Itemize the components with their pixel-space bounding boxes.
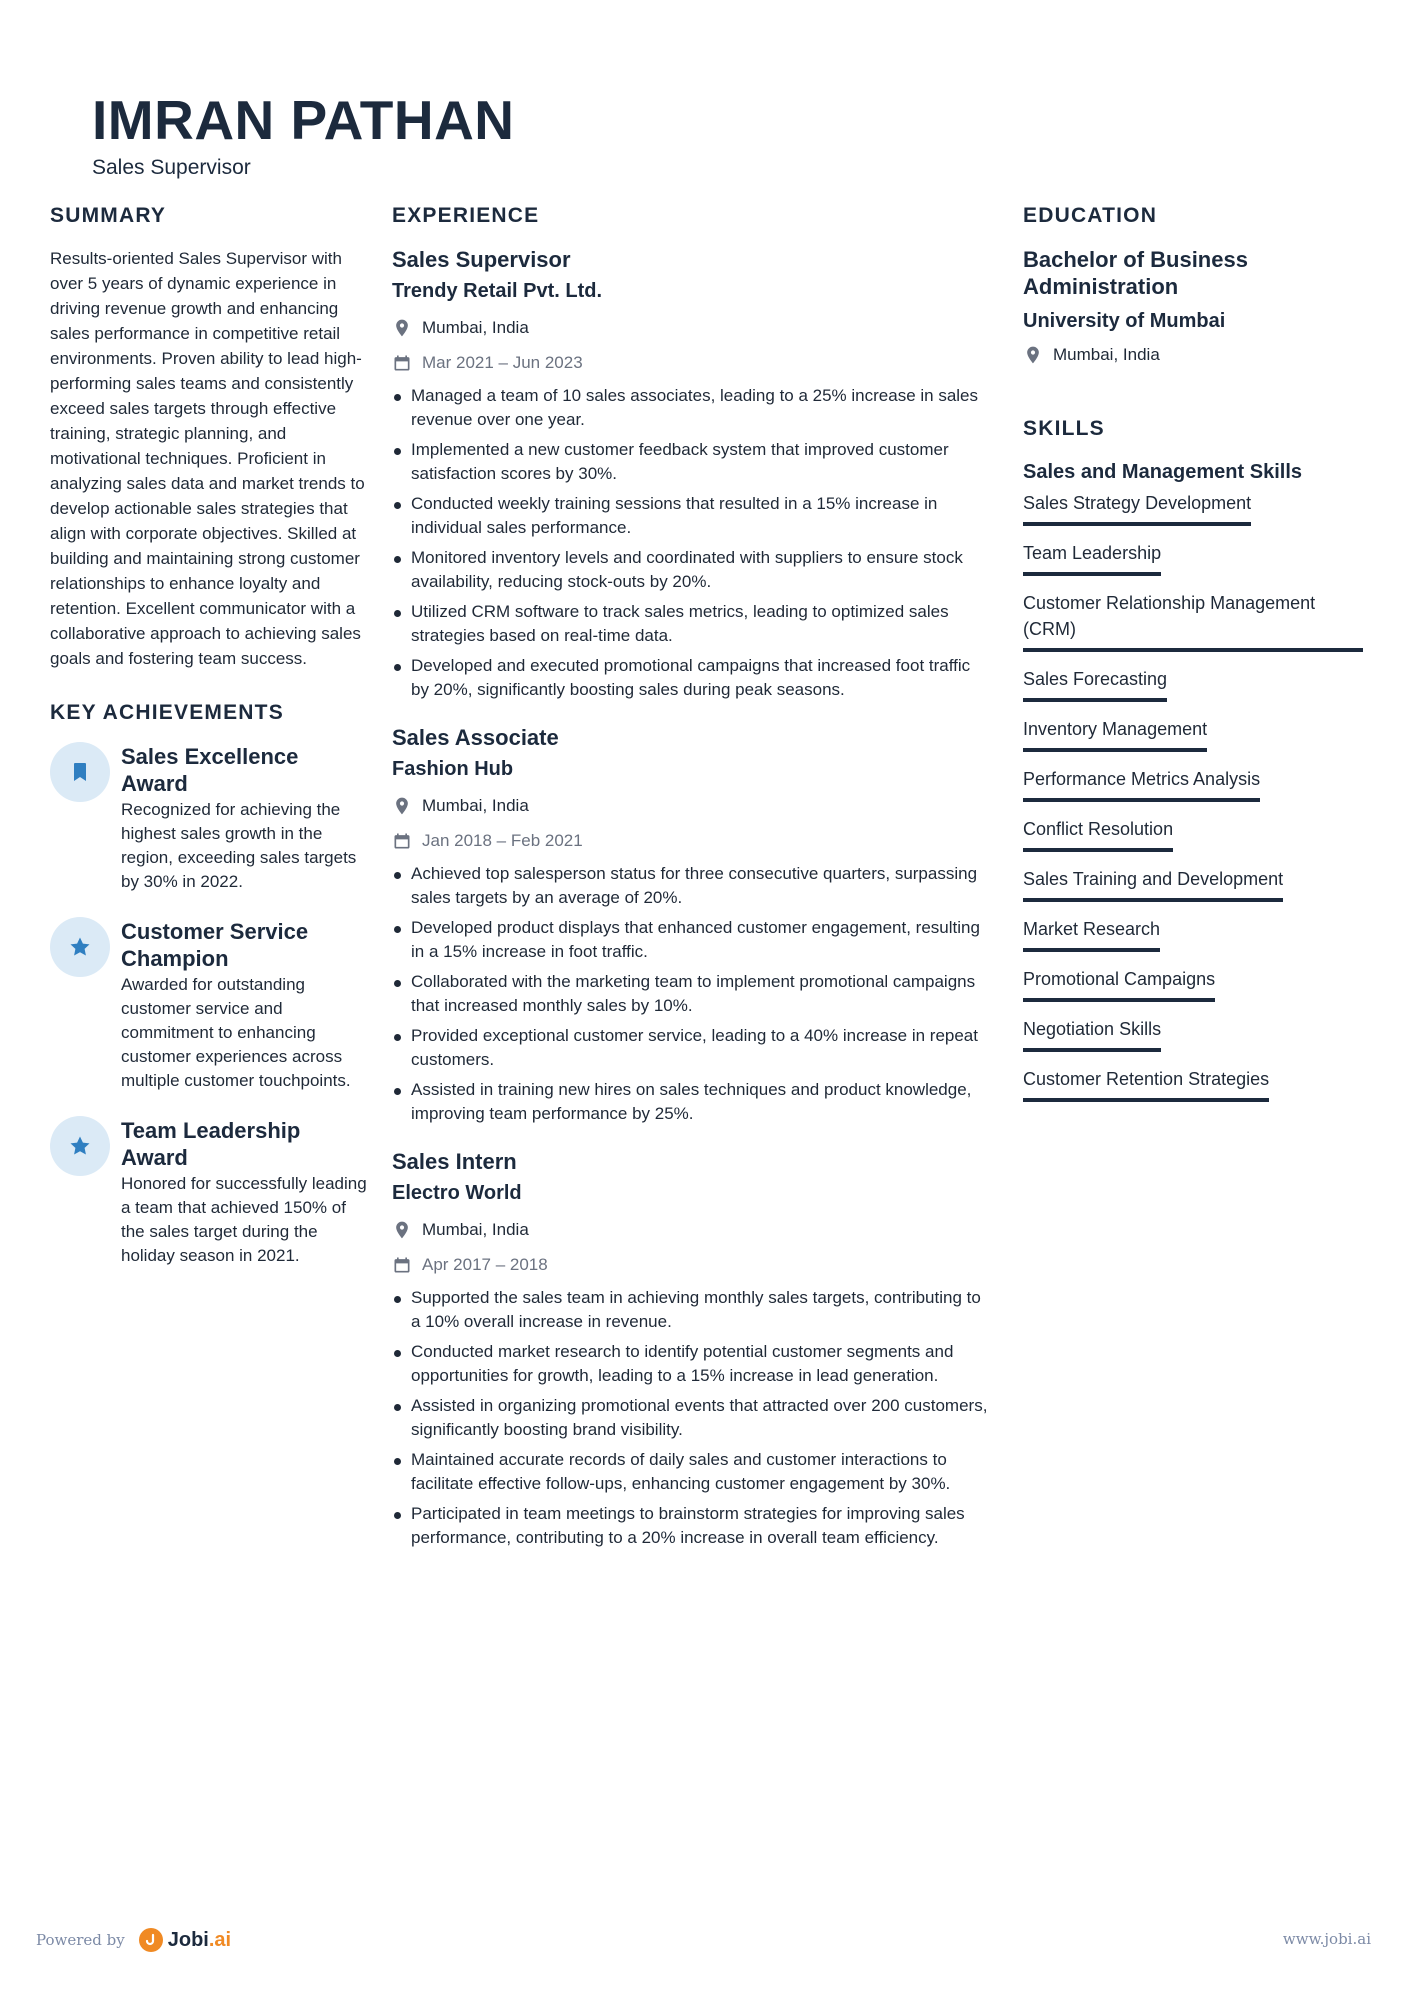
experience-heading: EXPERIENCE <box>392 204 540 227</box>
experience-column <box>392 204 992 1572</box>
jobi-logo-icon <box>139 1928 163 1952</box>
bullet-item: Achieved top salesperson status for three consecutive quarters, surpassing sales targets by an average of 20%. <box>392 862 992 910</box>
job-location: Mumbai, India <box>422 1220 529 1239</box>
achievement-desc: Awarded for outstanding customer service and commitment to enhancing customer experiences across multiple customer touchpoints. <box>121 975 351 1090</box>
job-title: Sales Associate <box>392 725 559 750</box>
location-pin-icon <box>1023 345 1043 365</box>
achievement-item <box>50 1117 368 1268</box>
brand-main: Jobi <box>167 1928 209 1951</box>
bullet-item: Managed a team of 10 sales associates, leading to a 25% increase in sales revenue over one year. <box>392 384 992 432</box>
bullet-item: Assisted in organizing promotional events that attracted over 200 customers, significantly boosting brand visibility. <box>392 1394 992 1442</box>
location-pin-icon <box>392 1220 412 1240</box>
bullet-item: Monitored inventory levels and coordinated with suppliers to ensure stock availability, reducing stock-outs by 20%. <box>392 546 992 594</box>
achievement-desc: Honored for successfully leading a team that achieved 150% of the sales target during the holiday season in 2021. <box>121 1174 367 1265</box>
skill-item: Sales Strategy Development <box>1023 490 1251 526</box>
job-location-row <box>392 316 992 340</box>
summary-heading: SUMMARY <box>50 204 167 227</box>
skill-item: Customer Retention Strategies <box>1023 1066 1269 1102</box>
job-location-row <box>392 1218 992 1242</box>
achievement-title: Customer Service Champion <box>121 919 309 971</box>
bullet-item: Provided exceptional customer service, leading to a 40% increase in repeat customers. <box>392 1024 992 1072</box>
right-column <box>1023 204 1363 1116</box>
skill-item: Team Leadership <box>1023 540 1161 576</box>
location-pin-icon <box>392 318 412 338</box>
footer-powered-by <box>36 1928 231 1952</box>
bullet-item: Utilized CRM software to track sales metrics, leading to optimized sales strategies based on real-time data. <box>392 600 992 648</box>
bullet-item: Maintained accurate records of daily sales and customer interactions to facilitate effective follow-ups, enhancing customer engagement by 30%. <box>392 1448 992 1496</box>
bullet-item: Assisted in training new hires on sales techniques and product knowledge, improving team performance by 25%. <box>392 1078 992 1126</box>
job-bullets <box>392 1286 992 1550</box>
achievement-item <box>50 918 368 1093</box>
job-entry <box>392 246 992 702</box>
candidate-role: Sales Supervisor <box>92 156 251 179</box>
job-entry <box>392 1148 992 1550</box>
bullet-item: Supported the sales team in achieving monthly sales targets, contributing to a 10% overall increase in revenue. <box>392 1286 992 1334</box>
job-entry <box>392 724 992 1126</box>
bullet-item: Conducted weekly training sessions that resulted in a 15% increase in individual sales performance. <box>392 492 992 540</box>
bullet-item: Developed product displays that enhanced customer engagement, resulting in a 15% increase in foot traffic. <box>392 916 992 964</box>
candidate-name: IMRAN PATHAN <box>92 89 515 151</box>
achievement-desc: Recognized for achieving the highest sales growth in the region, exceeding sales targets by 30% in 2022. <box>121 800 357 891</box>
calendar-icon <box>392 831 412 851</box>
achievements-list <box>50 743 368 1268</box>
left-column <box>50 204 368 1292</box>
achievement-title: Team Leadership Award <box>121 1118 301 1170</box>
skills-group-title: Sales and Management Skills <box>1023 461 1302 483</box>
job-title: Sales Intern <box>392 1149 517 1174</box>
star-icon <box>50 1116 110 1176</box>
brand-suffix: .ai <box>208 1928 232 1951</box>
achievements-heading: KEY ACHIEVEMENTS <box>50 701 284 724</box>
education-location-row <box>1023 343 1363 367</box>
bullet-item: Participated in team meetings to brainstorm strategies for improving sales performance, contributing to a 20% increase in overall team efficiency. <box>392 1502 992 1550</box>
skill-item: Customer Relationship Management (CRM) <box>1023 590 1363 652</box>
location-pin-icon <box>392 796 412 816</box>
achievement-item <box>50 743 368 894</box>
summary-text: Results-oriented Sales Supervisor with over 5 years of dynamic experience in driving revenue growth and enhancing sales performance in competitive retail environments. Proven ability to lead high-performing sales teams and consistently exceed sales targets through effective training, strategic planning, and motivational techniques. Proficient in analyzing sales data and market trends to develop actionable sales strategies that align with corporate objectives. Skilled at building and maintaining strong customer relationships to enhance loyalty and retention. Excellent communicator with a collaborative approach to achieving sales goals and fostering team success. <box>50 249 365 668</box>
skills-heading: SKILLS <box>1023 417 1105 440</box>
jobi-logo-text[interactable] <box>168 1929 231 1952</box>
job-company: Fashion Hub <box>392 758 514 780</box>
star-icon <box>50 917 110 977</box>
job-dates-row <box>392 829 992 853</box>
powered-by-label: Powered by <box>36 1931 125 1949</box>
calendar-icon <box>392 353 412 373</box>
skill-item: Sales Training and Development <box>1023 866 1283 902</box>
skill-item: Negotiation Skills <box>1023 1016 1161 1052</box>
education-degree: Bachelor of Business Administration <box>1023 247 1248 299</box>
bookmark-icon <box>50 742 110 802</box>
education-school: University of Mumbai <box>1023 310 1226 332</box>
job-company: Trendy Retail Pvt. Ltd. <box>392 280 603 302</box>
skill-item: Sales Forecasting <box>1023 666 1167 702</box>
job-dates-row <box>392 351 992 375</box>
job-location: Mumbai, India <box>422 796 529 815</box>
bullet-item: Implemented a new customer feedback system that improved customer satisfaction scores by 30%. <box>392 438 992 486</box>
job-dates: Apr 2017 – 2018 <box>422 1255 548 1274</box>
bullet-item: Collaborated with the marketing team to implement promotional campaigns that increased monthly sales by 10%. <box>392 970 992 1018</box>
job-dates: Jan 2018 – Feb 2021 <box>422 831 583 850</box>
job-company: Electro World <box>392 1182 522 1204</box>
achievement-title: Sales Excellence Award <box>121 744 299 796</box>
job-dates-row <box>392 1253 992 1277</box>
skill-item: Promotional Campaigns <box>1023 966 1215 1002</box>
job-dates: Mar 2021 – Jun 2023 <box>422 353 583 372</box>
skill-item: Conflict Resolution <box>1023 816 1173 852</box>
skill-item: Performance Metrics Analysis <box>1023 766 1260 802</box>
bullet-item: Conducted market research to identify potential customer segments and opportunities for growth, leading to a 15% increase in lead generation. <box>392 1340 992 1388</box>
skill-item: Market Research <box>1023 916 1160 952</box>
skills-section <box>1023 417 1363 1116</box>
job-bullets <box>392 862 992 1126</box>
bullet-item: Developed and executed promotional campaigns that increased foot traffic by 20%, significantly boosting sales during peak seasons. <box>392 654 992 702</box>
education-location: Mumbai, India <box>1053 345 1160 364</box>
calendar-icon <box>392 1255 412 1275</box>
skill-item: Inventory Management <box>1023 716 1207 752</box>
job-title: Sales Supervisor <box>392 247 571 272</box>
resume-header <box>92 84 515 180</box>
education-heading: EDUCATION <box>1023 204 1158 227</box>
job-location-row <box>392 794 992 818</box>
footer-url[interactable]: www.jobi.ai <box>1282 1930 1371 1948</box>
job-location: Mumbai, India <box>422 318 529 337</box>
job-bullets <box>392 384 992 702</box>
